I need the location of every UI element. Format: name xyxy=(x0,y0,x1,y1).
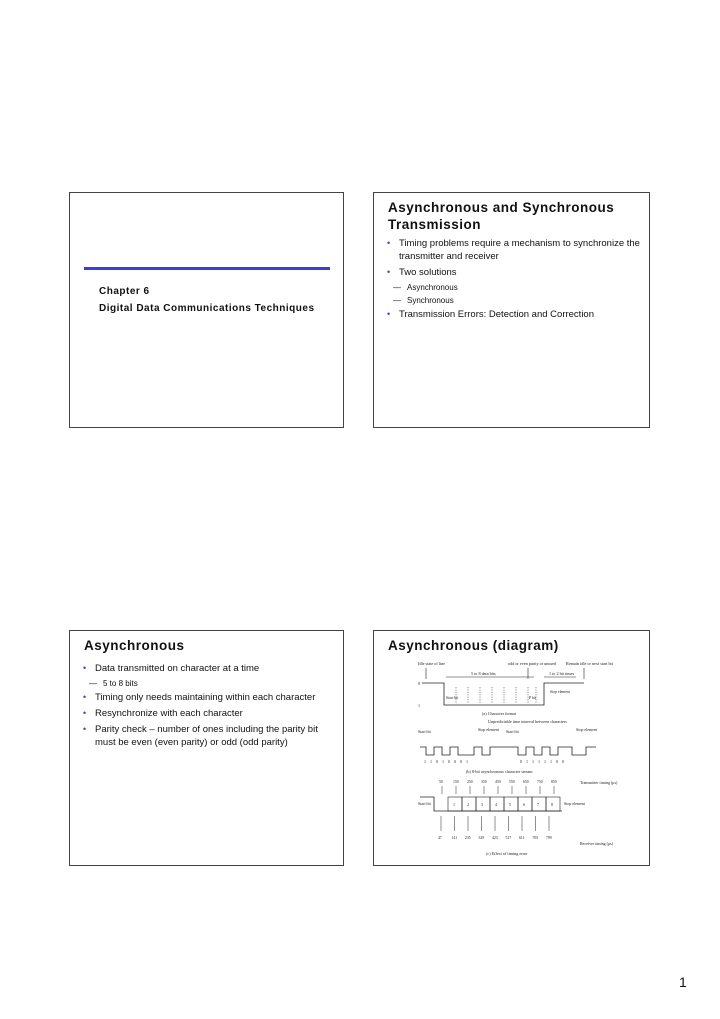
async-timing-diagram xyxy=(416,657,636,857)
label-interval: Unpredictable time interval between characters xyxy=(488,719,568,724)
rx-timing-label: Receiver timing (μs) xyxy=(580,841,614,846)
bit-cell xyxy=(476,797,490,811)
tx-tick-label: 350 xyxy=(481,780,487,784)
label-start-bit: Start bit xyxy=(446,696,459,700)
rx-tick-label: 705 xyxy=(532,836,539,840)
rx-tick-label: 517 xyxy=(505,836,512,840)
tx-tick-label: 750 xyxy=(537,780,543,784)
bit-cell-label: 2 xyxy=(467,802,469,807)
slide-async-diagram xyxy=(373,630,650,866)
bullet-item: • Parity check – number of ones including the parity bit must be even (even parity) or odd (odd parity) xyxy=(83,724,318,748)
label-stop-c: Stop element xyxy=(564,801,585,806)
bit-cell xyxy=(532,797,546,811)
slide-async-sync xyxy=(373,192,650,428)
bit-sequence-1: 1 1 0 1 0 0 0 1 xyxy=(424,759,470,764)
tx-tick-label: 150 xyxy=(453,780,459,784)
bit-cell xyxy=(490,797,504,811)
label-start-2: Start bit xyxy=(506,729,519,734)
label-data-bits: 5 to 8 data bits xyxy=(471,671,496,676)
bullet-icon: • xyxy=(387,309,391,319)
character-format-panel xyxy=(418,661,614,716)
dash-icon: — xyxy=(393,283,401,292)
bit-cell-label: 4 xyxy=(495,802,497,807)
bit-cell-label: 5 xyxy=(509,802,511,807)
slide-title: Asynchronous and Synchronous Transmission xyxy=(388,200,615,232)
dash-icon: — xyxy=(89,679,97,688)
slide-title: Asynchronous xyxy=(84,638,185,653)
sub-bullet-item: — 5 to 8 bits xyxy=(89,679,138,688)
bullet-icon: • xyxy=(83,692,87,702)
bit-cell xyxy=(462,797,476,811)
tx-tick-label: 850 xyxy=(551,780,557,784)
sub-bullet-item: — Asynchronous xyxy=(393,283,458,292)
bit-cell-label: 7 xyxy=(537,802,539,807)
label-start-c: Start bit xyxy=(418,801,431,806)
caption-c: (c) Effect of timing error xyxy=(486,851,528,856)
bit-cell-label: 1 xyxy=(453,802,455,807)
bit-sequence-2: 0 1 1 1 1 1 0 0 xyxy=(520,759,566,764)
bit-cell-label: 3 xyxy=(481,802,483,807)
caption-a: (a) Character format xyxy=(482,711,517,716)
timing-error-panel xyxy=(418,780,618,856)
sub-bullet-item: — Synchronous xyxy=(393,296,454,305)
bullet-list xyxy=(387,237,641,324)
tx-tick-label: 650 xyxy=(523,780,529,784)
bit-cell-label: 6 xyxy=(523,802,525,807)
slide-asynchronous xyxy=(69,630,344,866)
bullet-item: • Transmission Errors: Detection and Correction xyxy=(387,309,594,320)
bullet-icon: • xyxy=(387,238,391,248)
bullet-icon: • xyxy=(387,267,391,277)
rx-tick-label: 47 xyxy=(438,836,442,840)
chapter-title: Digital Data Communications Techniques xyxy=(99,303,315,314)
bullet-item: • Data transmitted on character at a time xyxy=(83,663,260,674)
page-number: 1 xyxy=(679,974,687,990)
label-stop-1: Stop element xyxy=(478,727,499,732)
bullet-icon: • xyxy=(83,708,87,718)
label-remain-idle: Remain idle or next start bit xyxy=(566,661,613,666)
label-stop-times: 1 to 2 bit times xyxy=(549,671,575,676)
level-0: 0 xyxy=(418,681,420,686)
tx-tick-label: 550 xyxy=(509,780,515,784)
bullet-list xyxy=(83,662,337,752)
dash-icon: — xyxy=(393,296,401,305)
tx-tick-label: 250 xyxy=(467,780,473,784)
label-odd-even: odd or even parity or unused xyxy=(508,661,557,666)
slide-title: Asynchronous (diagram) xyxy=(388,638,559,653)
label-idle: Idle state of line xyxy=(418,661,446,666)
bit-cell xyxy=(504,797,518,811)
rx-tick-label: 235 xyxy=(465,836,471,840)
level-1: 1 xyxy=(418,703,420,708)
caption-b: (b) 8-bit asynchronous character stream xyxy=(466,769,533,774)
tx-tick-label: 50 xyxy=(439,780,443,784)
rx-tick-label: 799 xyxy=(546,836,552,840)
tx-tick-label: 450 xyxy=(495,780,501,784)
bullet-icon: • xyxy=(83,724,87,734)
bit-cell xyxy=(518,797,532,811)
character-stream-panel xyxy=(418,719,598,774)
tx-timing-label: Transmitter timing (μs) xyxy=(580,780,618,785)
bullet-item: • Timing problems require a mechanism to synchronize the transmitter and receiver xyxy=(387,238,640,262)
chapter-label: Chapter 6 xyxy=(99,286,150,297)
bullet-item: • Resynchronize with each character xyxy=(83,708,243,719)
rx-tick-label: 611 xyxy=(519,836,525,840)
label-stop-element: Stop element xyxy=(550,690,570,694)
label-start-1: Start bit xyxy=(418,729,431,734)
title-rule xyxy=(84,267,330,270)
bullet-item: • Two solutions xyxy=(387,267,457,278)
rx-tick-label: 423 xyxy=(492,836,498,840)
slide-chapter-title xyxy=(69,192,344,428)
bullet-icon: • xyxy=(83,663,87,673)
label-p-bit: P bit xyxy=(529,696,536,700)
label-stop-2: Stop element xyxy=(576,727,597,732)
bit-cell-label: 8 xyxy=(551,802,553,807)
rx-tick-label: 329 xyxy=(478,836,485,840)
bit-cell xyxy=(448,797,462,811)
bit-cell xyxy=(546,797,560,811)
rx-tick-label: 141 xyxy=(451,836,458,840)
bullet-item: • Timing only needs maintaining within each character xyxy=(83,692,316,703)
